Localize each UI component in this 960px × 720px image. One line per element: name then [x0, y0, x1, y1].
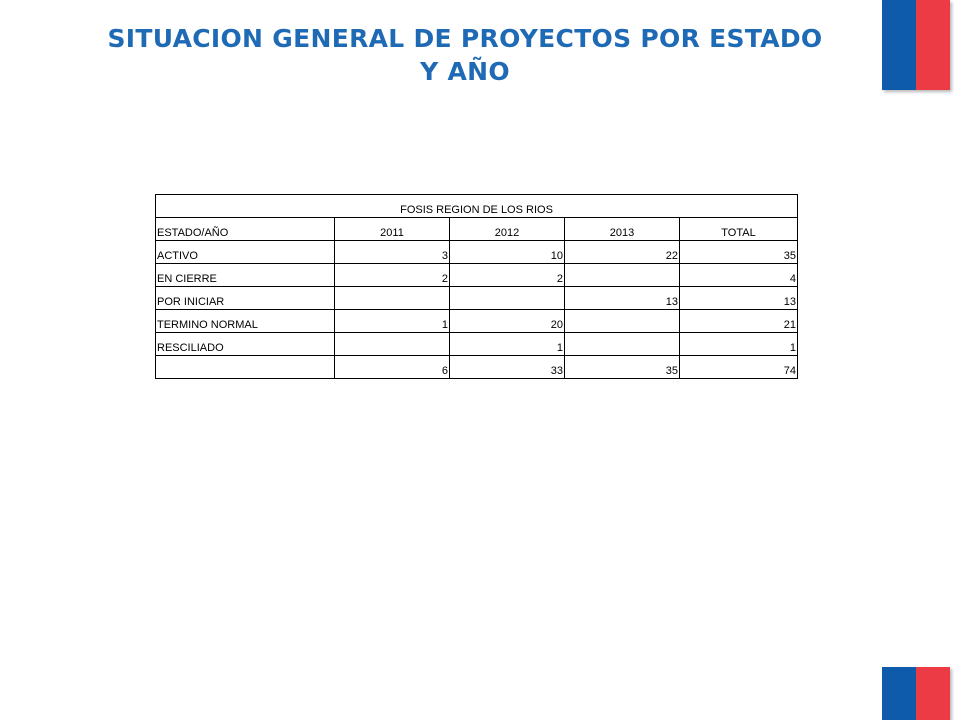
- cell-2013: 35: [565, 356, 680, 379]
- cell-2011: 1: [335, 310, 450, 333]
- row-label: POR INICIAR: [156, 287, 335, 310]
- table-row: [156, 287, 798, 310]
- cell-2013: 22: [565, 241, 680, 264]
- header-2013: 2013: [565, 218, 680, 241]
- row-label: RESCILIADO: [156, 333, 335, 356]
- cell-2011: 3: [335, 241, 450, 264]
- cell-total: 21: [680, 310, 798, 333]
- table-caption-row: [156, 195, 798, 218]
- table-row: [156, 310, 798, 333]
- cell-2011: 6: [335, 356, 450, 379]
- flag-blue-stripe: [882, 667, 916, 720]
- table-row: [156, 241, 798, 264]
- cell-2012: 33: [450, 356, 565, 379]
- cell-2013: [565, 310, 680, 333]
- header-2011: 2011: [335, 218, 450, 241]
- header-2012: 2012: [450, 218, 565, 241]
- cell-total: 13: [680, 287, 798, 310]
- table-header-row: [156, 218, 798, 241]
- page-title: SITUACION GENERAL DE PROYECTOS POR ESTADO Y AÑO: [107, 24, 823, 86]
- table-totals-row: [156, 356, 798, 379]
- table-caption: FOSIS REGION DE LOS RIOS: [156, 195, 798, 218]
- cell-total: 35: [680, 241, 798, 264]
- row-label: [156, 356, 335, 379]
- chile-flag-logo-bottom: [882, 667, 950, 720]
- cell-2011: 2: [335, 264, 450, 287]
- projects-table: [155, 194, 798, 379]
- table-row: [156, 333, 798, 356]
- flag-red-stripe: [916, 667, 950, 720]
- row-label: ACTIVO: [156, 241, 335, 264]
- cell-2012: 1: [450, 333, 565, 356]
- row-label: TERMINO NORMAL: [156, 310, 335, 333]
- cell-2012: [450, 287, 565, 310]
- cell-2012: 20: [450, 310, 565, 333]
- cell-2011: [335, 287, 450, 310]
- cell-2013: 13: [565, 287, 680, 310]
- header-estado: ESTADO/AÑO: [156, 218, 335, 241]
- row-label: EN CIERRE: [156, 264, 335, 287]
- cell-2011: [335, 333, 450, 356]
- flag-blue-stripe: [882, 0, 916, 90]
- cell-2012: 10: [450, 241, 565, 264]
- header-total: TOTAL: [680, 218, 798, 241]
- cell-total: 1: [680, 333, 798, 356]
- cell-total: 4: [680, 264, 798, 287]
- cell-2013: [565, 264, 680, 287]
- chile-flag-logo-top: [882, 0, 950, 90]
- cell-2013: [565, 333, 680, 356]
- cell-total: 74: [680, 356, 798, 379]
- flag-red-stripe: [916, 0, 950, 90]
- cell-2012: 2: [450, 264, 565, 287]
- table-row: [156, 264, 798, 287]
